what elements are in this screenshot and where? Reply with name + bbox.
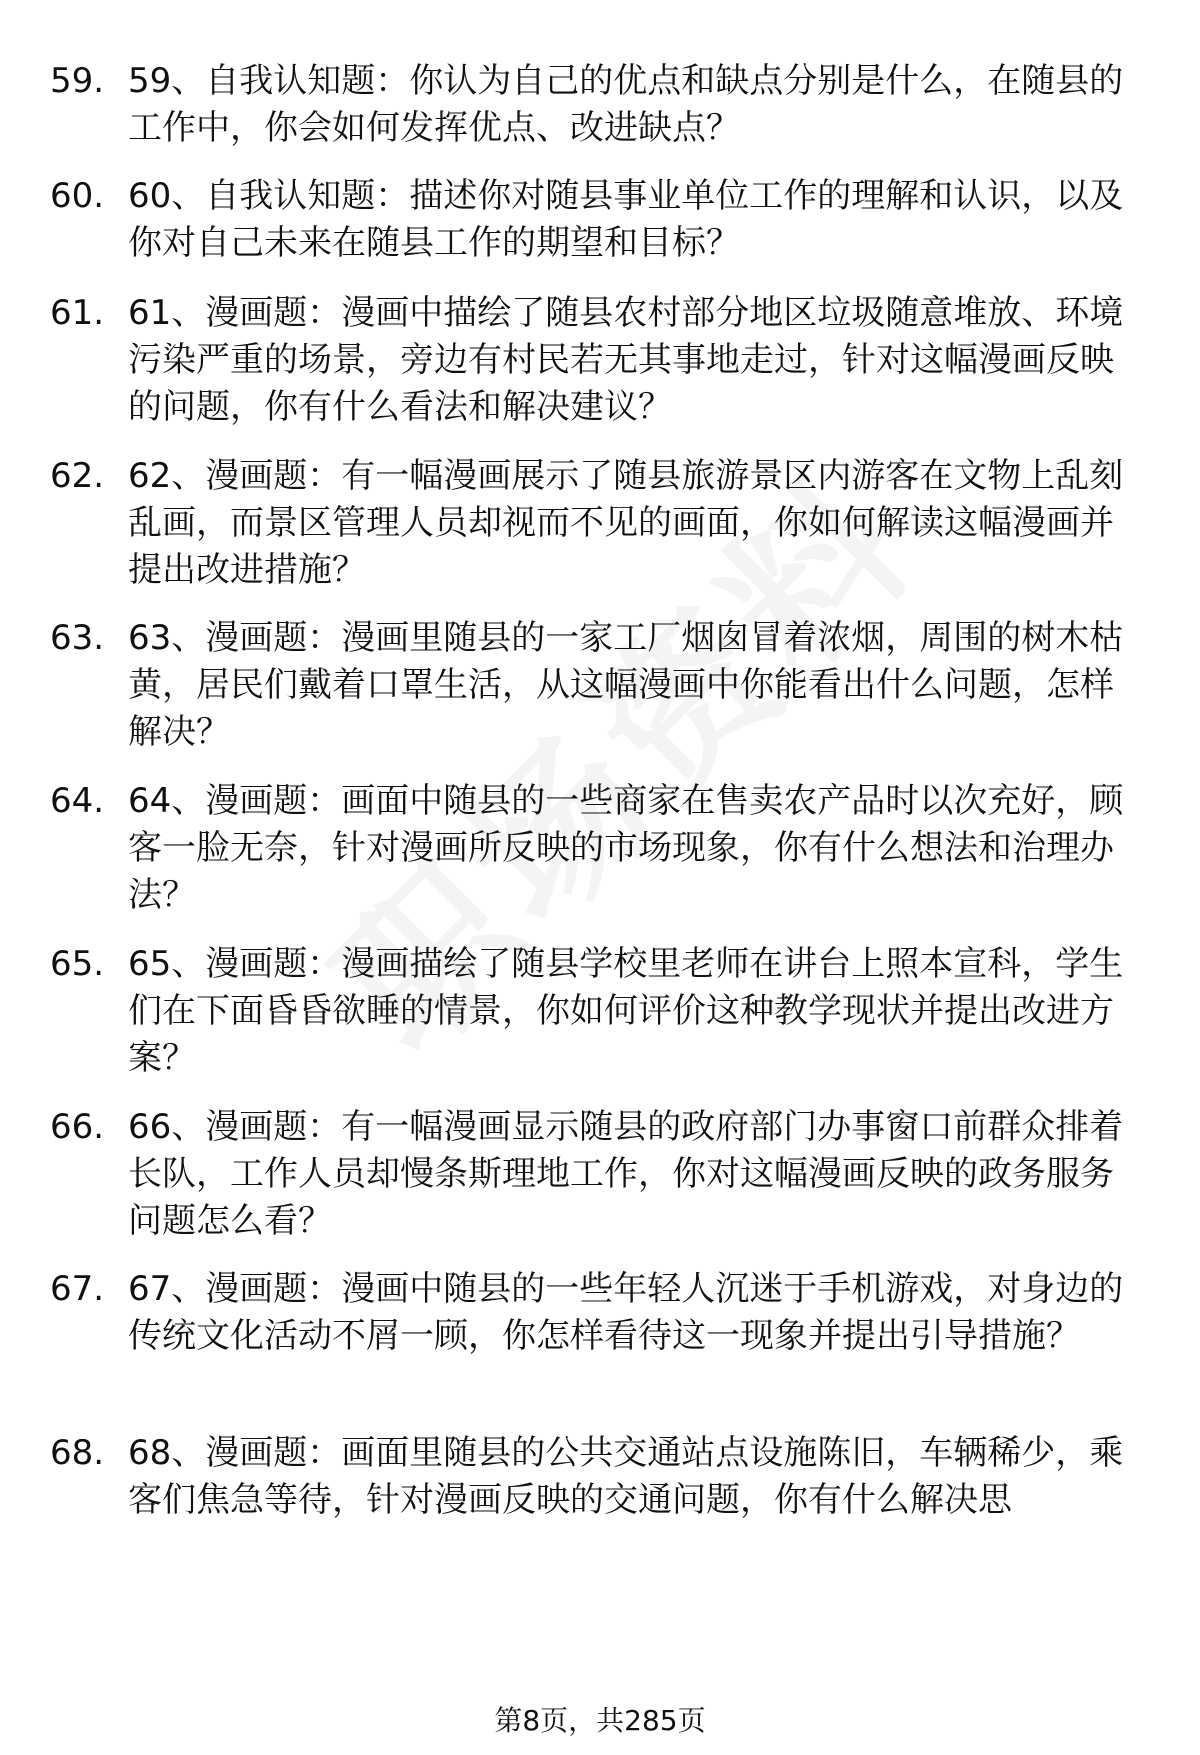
item-number: 66. bbox=[50, 1107, 105, 1147]
item-number: 60. bbox=[50, 176, 105, 216]
item-text: 67、漫画题：漫画中随县的一些年轻人沉迷于手机游戏，对身边的传统文化活动不屑一顾，你怎样看待这一现象并提出引导措施？ bbox=[128, 1269, 1124, 1356]
item-number: 62. bbox=[50, 456, 105, 496]
item-number: 61. bbox=[50, 293, 105, 333]
item-number: 63. bbox=[50, 618, 105, 658]
item-number: 64. bbox=[50, 781, 105, 821]
item-text: 62、漫画题：有一幅漫画展示了随县旅游景区内游客在文物上乱刻乱画，而景区管理人员却视而不见的画面，你如何解读这幅漫画并提出改进措施？ bbox=[128, 456, 1124, 590]
item-text: 61、漫画题：漫画中描绘了随县农村部分地区垃圾随意堆放、环境污染严重的场景，旁边有村民若无其事地走过，针对这幅漫画反映的问题，你有什么看法和解决建议？ bbox=[128, 293, 1124, 427]
item-text: 65、漫画题：漫画描绘了随县学校里老师在讲台上照本宣科，学生们在下面昏昏欲睡的情景，你如何评价这种教学现状并提出改进方案？ bbox=[128, 944, 1124, 1078]
item-number: 68. bbox=[50, 1433, 105, 1473]
page-footer: 第8页，共285页 bbox=[494, 1704, 706, 1737]
item-number: 59. bbox=[50, 61, 105, 101]
item-number: 67. bbox=[50, 1269, 105, 1309]
item-text: 64、漫画题：画面中随县的一些商家在售卖农产品时以次充好，顾客一脸无奈，针对漫画所反映的市场现象，你有什么想法和治理办法？ bbox=[128, 781, 1124, 915]
item-text: 68、漫画题：画面里随县的公共交通站点设施陈旧，车辆稀少，乘客们焦急等待，针对漫画反映的交通问题，你有什么解决思 bbox=[128, 1433, 1124, 1520]
item-number: 65. bbox=[50, 944, 105, 984]
item-text: 60、自我认知题：描述你对随县事业单位工作的理解和认识，以及你对自己未来在随县工作的期望和目标？ bbox=[128, 176, 1124, 263]
item-text: 63、漫画题：漫画里随县的一家工厂烟囱冒着浓烟，周围的树木枯黄，居民们戴着口罩生活，从这幅漫画中你能看出什么问题，怎样解决？ bbox=[128, 618, 1124, 752]
item-text: 66、漫画题：有一幅漫画显示随县的政府部门办事窗口前群众排着长队，工作人员却慢条斯理地工作，你对这幅漫画反映的政务服务问题怎么看？ bbox=[128, 1107, 1124, 1241]
item-text: 59、自我认知题：你认为自己的优点和缺点分别是什么，在随县的工作中，你会如何发挥优点、改进缺点？ bbox=[128, 61, 1124, 148]
